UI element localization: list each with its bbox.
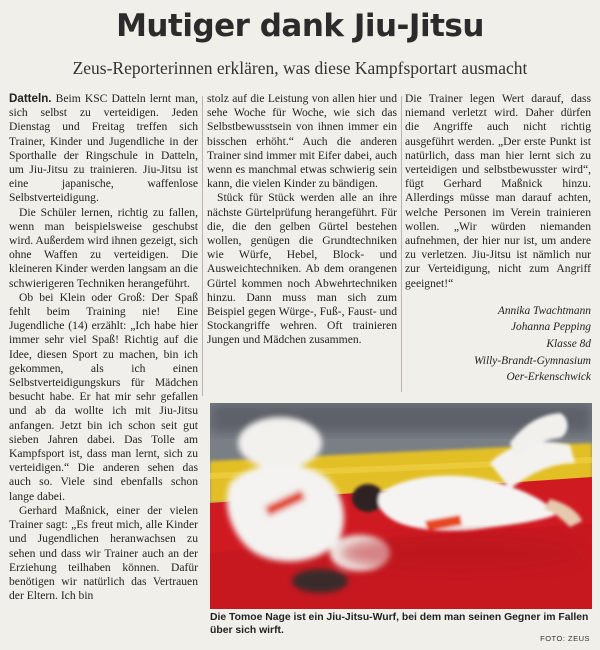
author-line: Oer-Erkenschwick xyxy=(506,371,591,384)
author-line: Annika Twachtmann xyxy=(497,304,591,317)
paragraph xyxy=(9,92,198,206)
paragraph: Die Schüler lernen, richtig zu fallen, wenn man beispielsweise geschubst wird. Außerdem wird ihnen gezeigt, sich ohne Waffen zu verteidigen. Die kleineren Kinder werden langsam an die schwierigeren Techniken herangeführt. xyxy=(9,205,198,290)
paragraph-text: Beim KSC Datteln lernt man, sich selbst zu verteidigen. Jeden Dienstag und Freitag treffen sich Trainer, Kinder und Jugendliche in der Sporthalle der Ringschule in Datteln, um Jiu-Jitsu zu trainieren. Jiu-Jitsu ist eine japanische, waffenlose Selbstverteidigung. xyxy=(9,92,198,205)
author-line: Klasse 8d xyxy=(546,338,591,351)
author-line: Johanna Pepping xyxy=(510,321,591,334)
paragraph: Stück für Stück werden alle an ihre nächste Gürtelprüfung herangeführt. Für die, die den gelben Gürtel bestehen wollen, genügen die Grundtechniken wie Würfe, Hebel, Block- und Ausweichtechniken. Ab dem orangenen Gürtel kommen noch Abwehrtechniken hinzu. Dann muss man sich zum Beispiel gegen Würge-, Fuß-, Faust- und Stockangriffe wehren. Oft trainieren Jungen und Mädchen zusammen. xyxy=(207,191,397,347)
paragraph: Die Trainer legen Wert darauf, dass niemand verletzt wird. Daher dürfen die Angriffe auch nicht richtig ausgeführt werden. „Der erste Punkt ist natürlich, dass man hier lernt sich zu verteidigen und selbstbewusster wird“, fügt Gerhard Maßnick hinzu. Allerdings müsse man darauf achten, welche Personen im Verein trainieren wollen. „Wir würden niemanden aufnehmen, der hier nur ist, um andere zu verletzen. Jiu-Jitsu ist nämlich nur zur Verteidigung, nicht zum Angriff geeignet!“ xyxy=(405,92,591,290)
column-divider xyxy=(401,96,402,392)
article-photo xyxy=(210,403,592,609)
column-2 xyxy=(207,92,397,348)
photo-caption: Die Tomoe Nage ist ein Jiu-Jitsu-Wurf, bei dem man seinen Gegner im Fallen über sich wirft. xyxy=(210,612,589,636)
column-divider xyxy=(202,96,203,396)
subheadline: Zeus-Reporterinnen erklären, was diese Kampfsportart ausmacht xyxy=(72,58,528,78)
jiu-jitsu-throw-photo xyxy=(210,403,592,609)
photo-credit: FOTO: ZEUS xyxy=(540,634,590,643)
dateline: Datteln. xyxy=(9,92,52,105)
author-line: Willy-Brandt-Gymnasium xyxy=(473,354,591,367)
column-1 xyxy=(9,92,198,603)
mat-shadow xyxy=(340,533,580,573)
author-credits xyxy=(405,303,591,386)
headline: Mutiger dank Jiu-Jitsu xyxy=(116,8,484,44)
paragraph: stolz auf die Leistung von allen hier und sehe Woche für Woche, wie sich das Selbstbewusstsein von ihnen immer ein bisschen erhöht.“ Auch die anderen Trainer sind immer mit Eifer dabei, auch wenn es manchmal etwas schwierig sein kann, die vielen Kinder zu bändigen. xyxy=(207,92,397,191)
column-3 xyxy=(405,92,591,386)
paragraph: Gerhard Maßnick, einer der vielen Trainer sagt: „Es freut mich, alle Kinder und Jugendlichen heranwachsen zu sehen und dass wir Trainer auch an der Erziehung teilhaben können. Dafür benötigen wir natürlich das Vertrauen der Eltern. Ich bin xyxy=(9,503,198,603)
paragraph: Ob bei Klein oder Groß: Der Spaß fehlt beim Training nie! Eine Jugendliche (14) erzählt: „Ich habe hier immer sehr viel Spaß! Richtig auf die Idee, diesen Sport zu machen, bin ich gekommen, als ich einen Selbstverteidigungskurs für Mädchen besucht habe. Er hat mir sehr gefallen und ab da wollte ich mit Jiu-Jitsu anfangen. Jetzt bin ich schon seit gut sieben Jahren dabei. Das Tolle am Kampfsport ist, dass man lernt, sich zu verteidigen.“ Die anderen sehen das auch so. Viele sind ebenfalls schon lange dabei. xyxy=(9,290,198,503)
